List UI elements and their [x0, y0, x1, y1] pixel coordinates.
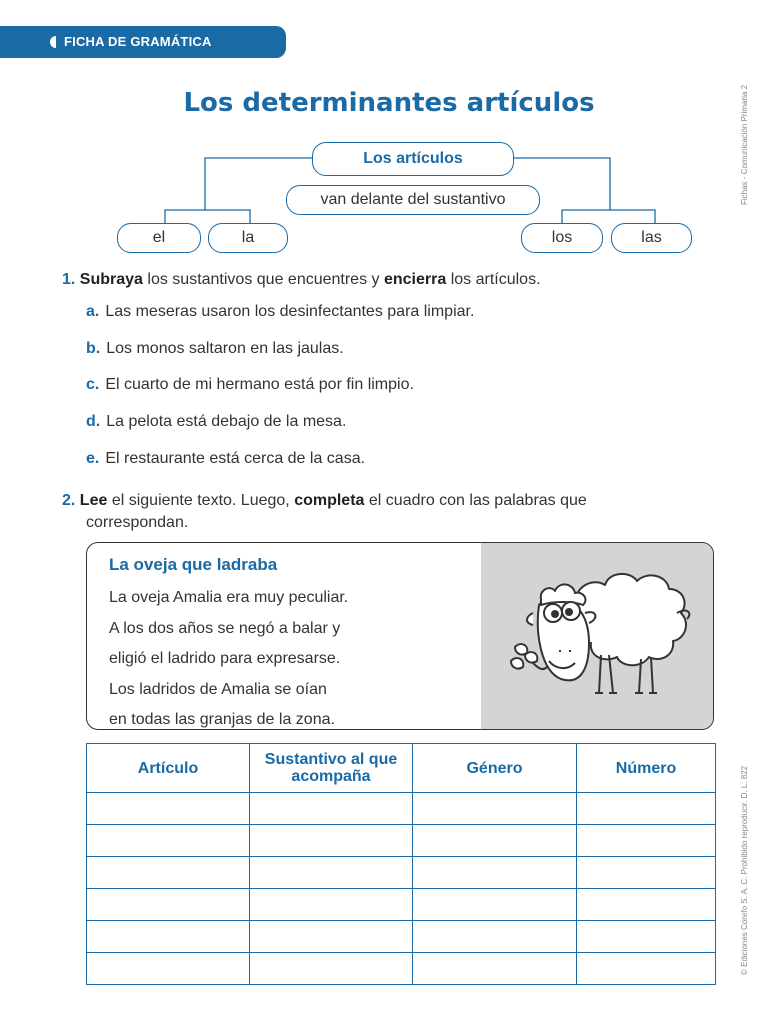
column-header-articulo: Artículo: [87, 744, 250, 793]
answer-cell[interactable]: [250, 825, 413, 857]
question-2-text-part1: el siguiente texto. Luego,: [111, 492, 290, 509]
diagram-main-node: Los artículos: [312, 142, 514, 176]
side-copyright-text: © Ediciones Corefo S. A. C. Prohibido reproducir. D. L. 822: [740, 765, 749, 975]
sheep-drawing: [481, 543, 714, 730]
story-line: en todas las granjas de la zona.: [109, 711, 335, 728]
answer-cell[interactable]: [413, 825, 577, 857]
question-1-text-part1: los sustantivos que encuentres y: [147, 271, 380, 288]
answer-table: [86, 743, 716, 985]
question-2-number: 2.: [62, 492, 76, 509]
answer-cell[interactable]: [87, 889, 250, 921]
question-2-instruction: [62, 492, 722, 510]
question-1-item-e: [86, 450, 365, 468]
side-series-text: Fichas - Comunicación Primaria 2: [740, 84, 749, 205]
question-1-instruction: [62, 271, 541, 289]
column-header-numero: Número: [577, 744, 716, 793]
answer-cell[interactable]: [577, 825, 716, 857]
answer-cell[interactable]: [250, 953, 413, 985]
item-letter: e.: [86, 450, 100, 467]
table-row: [87, 889, 716, 921]
story-line: La oveja Amalia era muy peculiar.: [109, 589, 349, 606]
answer-cell[interactable]: [577, 921, 716, 953]
diagram-article-el: el: [117, 223, 201, 253]
answer-cell[interactable]: [87, 921, 250, 953]
story-text: [109, 553, 469, 730]
answer-cell[interactable]: [250, 921, 413, 953]
story-line: A los dos años se negó a balar y: [109, 619, 341, 637]
answer-cell[interactable]: [577, 793, 716, 825]
table-row: [87, 953, 716, 985]
diagram-article-la: la: [208, 223, 288, 253]
answer-cell[interactable]: [413, 953, 577, 985]
story-line: Los ladridos de Amalia se oían: [109, 680, 327, 698]
column-header-sustantivo: Sustantivo al que acompaña: [250, 744, 413, 793]
question-1-verb-encierra: encierra: [383, 271, 447, 288]
item-text: El restaurante está cerca de la casa.: [105, 450, 366, 467]
sheep-illustration: [481, 543, 714, 730]
question-2-verb-lee: Lee: [79, 492, 108, 509]
item-letter: c.: [86, 376, 100, 393]
answer-cell[interactable]: [87, 953, 250, 985]
table-row: [87, 793, 716, 825]
table-row: [87, 857, 716, 889]
item-letter: a.: [86, 303, 100, 320]
item-text: La pelota está debajo de la mesa.: [106, 413, 347, 430]
diagram-article-las: las: [611, 223, 692, 253]
column-header-genero: Género: [413, 744, 577, 793]
answer-cell[interactable]: [87, 793, 250, 825]
question-1-item-b: [86, 340, 344, 358]
header-mark-icon: [50, 36, 56, 48]
answer-cell[interactable]: [250, 793, 413, 825]
answer-cell[interactable]: [413, 889, 577, 921]
question-1-text-part2: los artículos.: [450, 271, 541, 288]
answer-cell[interactable]: [87, 825, 250, 857]
answer-cell[interactable]: [577, 953, 716, 985]
item-letter: d.: [86, 413, 101, 430]
table-row: [87, 825, 716, 857]
story-line: eligió el ladrido para expresarse.: [109, 650, 341, 667]
diagram-sub-node: van delante del sustantivo: [286, 185, 540, 215]
story-box: [86, 542, 714, 730]
table-header-row: [87, 744, 716, 793]
item-letter: b.: [86, 340, 101, 357]
question-1-verb-subraya: Subraya: [79, 271, 143, 288]
answer-cell[interactable]: [413, 793, 577, 825]
header-label: FICHA DE GRAMÁTICA: [64, 34, 212, 49]
answer-cell[interactable]: [577, 857, 716, 889]
answer-cell[interactable]: [413, 921, 577, 953]
item-text: Los monos saltaron en las jaulas.: [106, 340, 344, 357]
item-text: El cuarto de mi hermano está por fin limpio.: [105, 376, 414, 393]
answer-cell[interactable]: [577, 889, 716, 921]
question-1-item-c: [86, 376, 414, 394]
question-1-item-a: [86, 303, 474, 321]
page-title: Los determinantes artículos: [183, 88, 595, 118]
question-1-number: 1.: [62, 271, 76, 288]
table-row: [87, 921, 716, 953]
question-1-item-d: [86, 413, 346, 431]
answer-cell[interactable]: [413, 857, 577, 889]
question-2-instruction-line2: correspondan.: [86, 514, 189, 531]
question-2-text-part2: el cuadro con las palabras que: [368, 492, 587, 509]
story-title: La oveja que ladraba: [109, 555, 278, 574]
answer-cell[interactable]: [250, 857, 413, 889]
item-text: Las meseras usaron los desinfectantes para limpiar.: [105, 303, 475, 320]
diagram-article-los: los: [521, 223, 603, 253]
question-2-verb-completa: completa: [294, 492, 365, 509]
answer-cell[interactable]: [87, 857, 250, 889]
worksheet-header-tab: [0, 26, 286, 58]
answer-cell[interactable]: [250, 889, 413, 921]
